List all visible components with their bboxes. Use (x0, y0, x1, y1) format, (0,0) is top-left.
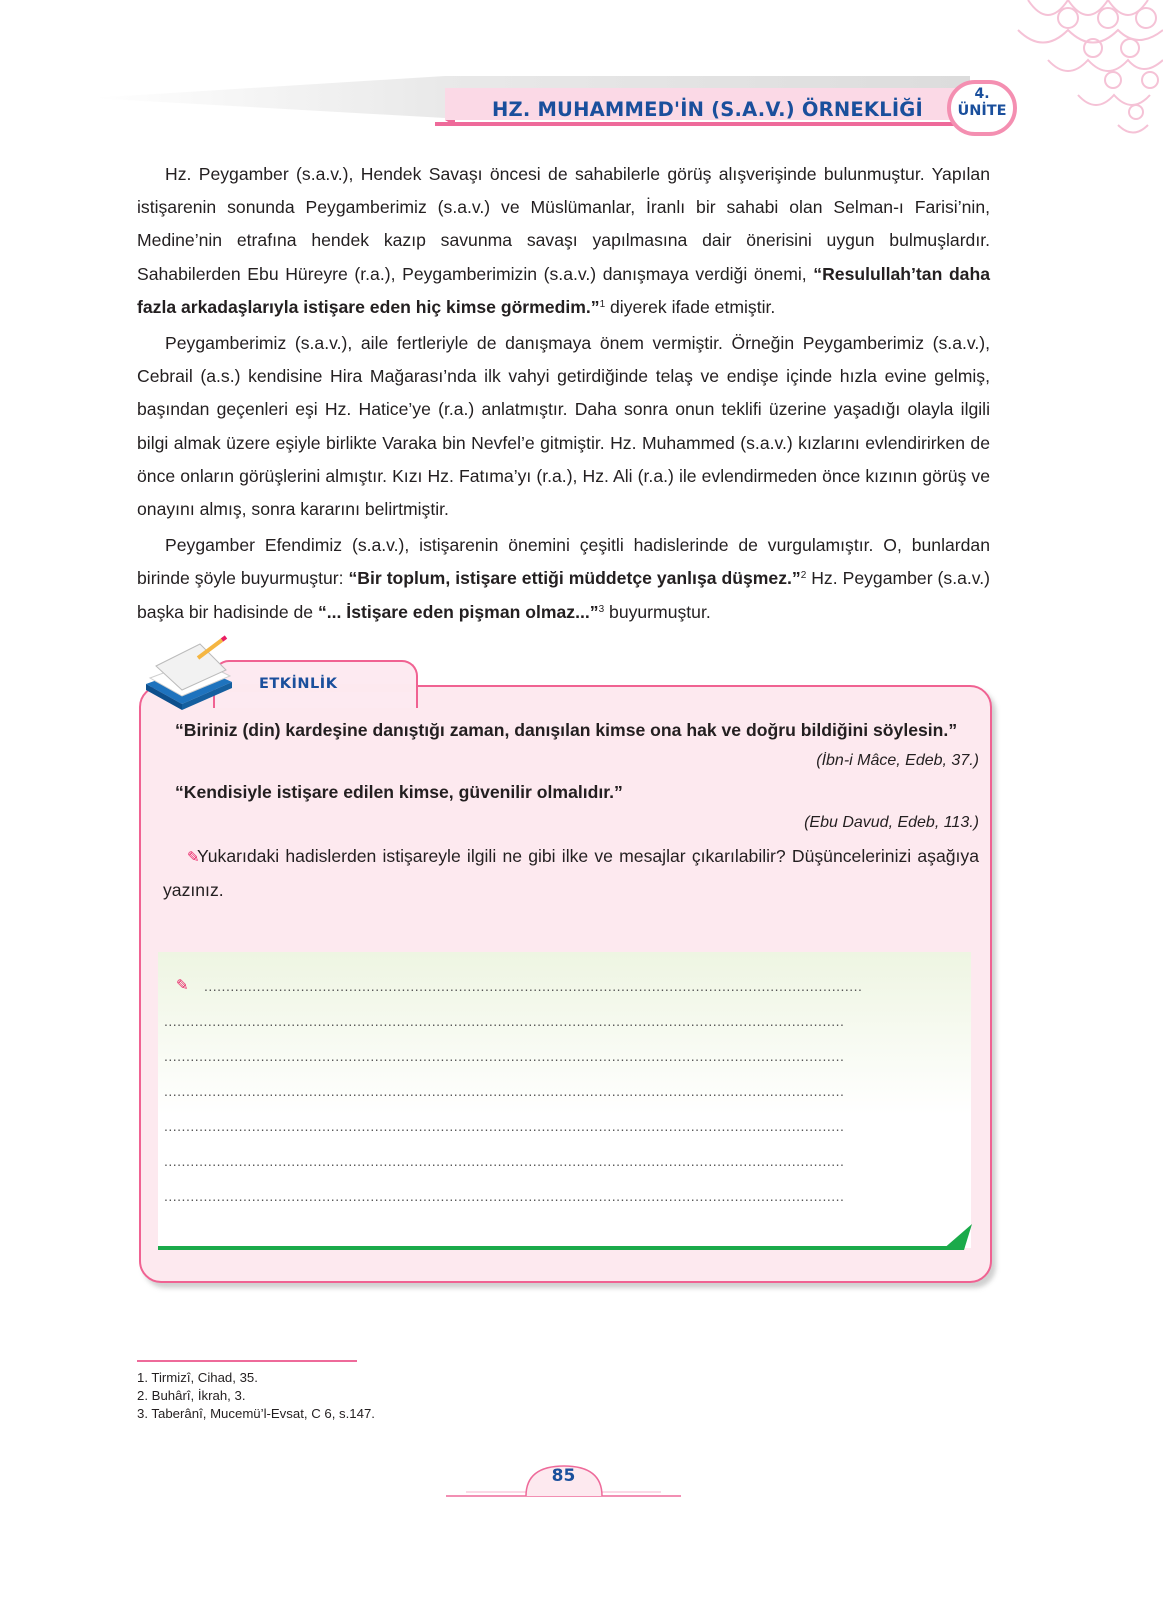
answer-line[interactable]: ...................................................................................................................................................... (204, 978, 863, 994)
page-number: 85 (551, 1466, 576, 1486)
paragraph-1: Hz. Peygamber (s.a.v.), Hendek Savaşı öncesi de sahabilerle görüş alışverişinde bulunmuştur. Yapılan istişarenin sonunda Peygamberimiz (s.a.v.) ve Müslümanlar, İranlı bir sahabi olan Selman-ı Farisi’nin, Medine’nin etrafına hendek kazıp savunma savaşı yapılmasına dair önerisini uygun bulmuşlardır. Sahabilerden Ebu Hüreyre (r.a.), Peygamberimizin (s.a.v.) danışmaya verdiği önemi, “Resulullah’tan daha fazla arkadaşlarıyla istişare eden hiç kimse görmedim.”$^1$ diyerek ifade etmiştir. (137, 164, 991, 317)
quote-hadith-2: “... İstişare eden pişman olmaz...” (317, 601, 599, 622)
footnote-ref-3: 3 (598, 603, 605, 615)
unit-badge (947, 80, 1017, 136)
answer-line[interactable]: ........................................................................................................................................................... (164, 1118, 845, 1134)
footnotes (137, 1369, 375, 1423)
answer-line[interactable]: ........................................................................................................................................................... (164, 1048, 845, 1064)
quote-hadith-1: “Bir toplum, istişare ettiği müddetçe yanlışa düşmez.” (348, 568, 801, 589)
activity-hadith-2: “Kendisiyle istişare edilen kimse, güvenilir olmalıdır.” (175, 782, 623, 802)
unit-number: 4. (974, 86, 990, 102)
answer-line[interactable]: ........................................................................................................................................................... (164, 1188, 845, 1204)
activity-source-1: (İbn-i Mâce, Edeb, 37.) (816, 752, 979, 769)
footnote-2: 2. Buhârî, İkrah, 3. (137, 1388, 246, 1403)
book-icon (140, 632, 240, 712)
activity-source-2: (Ebu Davud, Edeb, 113.) (804, 814, 979, 831)
pencil-icon: ✎ (176, 977, 189, 994)
paragraph-2: Peygamberimiz (s.a.v.), aile fertleriyle de danışmaya önem vermiştir. Örneğin Peygamberimiz (s.a.v.), Cebrail (a.s.) kendisine Hira Mağarası’nda ilk vahyi getirdiğinde telaş ve endişe içinde hızla evine gelmiş, başından geçenleri eşi Hz. Hatice’ye (r.a.) anlatmıştır. Daha sonra onun teklifi üzerine yaşadığı olayla ilgili bilgi almak üzere eşiyle birlikte Varaka bin Nevfel’e gitmiştir. Hz. Muhammed (s.a.v.) kızlarını evlendirirken de önce onların görüşlerini almıştır. Kızı Hz. Fatıma’yı (r.a.), Hz. Ali (r.a.) ile evlendirmeden önce kızının görüş ve onayını almış, sonra kararını belirtmiştir. (137, 333, 990, 520)
paragraph-3: Peygamber Efendimiz (s.a.v.), istişarenin önemini çeşitli hadislerinde de vurgulamıştır. O, bunlardan birinde şöyle buyurmuştur: “Bir toplum, istişare ettiği müddetçe yanlışa düşmez.”$^2$ Hz. Peygamber (s.a.v.) başka bir hadisinde de “... İstişare eden pişman olmaz...”$^3$ buyurmuştur. (137, 535, 990, 622)
activity-question: ✎Yukarıdaki hadislerden istişareyle ilgili ne gibi ilke ve mesajlar çıkarılabilir? Düşüncelerinizi aşağıya yazınız. (163, 840, 979, 906)
chapter-title: HZ. MUHAMMED'İN (S.A.V.) ÖRNEKLİĞİ (492, 98, 923, 121)
answer-area[interactable] (158, 952, 971, 1248)
quote-ebu-hureyre: “Resulullah’tan daha fazla arkadaşlarıyla istişare eden hiç kimse görmedim.” (137, 263, 991, 317)
activity-label: ETKİNLİK (259, 676, 338, 692)
answer-underline (158, 1246, 948, 1250)
footnote-3: 3. Taberânî, Mucemü’l-Evsat, C 6, s.147. (137, 1406, 375, 1421)
unit-label: ÜNİTE (957, 103, 1007, 119)
footnote-divider (137, 1360, 357, 1362)
pencil-icon: ✎ (187, 849, 200, 866)
answer-line[interactable]: ........................................................................................................................................................... (164, 1083, 845, 1099)
main-text (137, 158, 990, 632)
corner-arrow-icon (942, 1222, 972, 1252)
answer-line[interactable]: ........................................................................................................................................................... (164, 1153, 845, 1169)
footnote-ref-1: 1 (599, 298, 606, 310)
activity-hadith-1: “Biriniz (din) kardeşine danıştığı zaman, danışılan kimse ona hak ve doğru bildiğini söylesin.” (175, 720, 958, 740)
footnote-ref-2: 2 (800, 570, 807, 582)
footnote-1: 1. Tirmizî, Cihad, 35. (137, 1370, 258, 1385)
answer-line[interactable]: ........................................................................................................................................................... (164, 1013, 845, 1029)
activity-content (163, 714, 979, 906)
